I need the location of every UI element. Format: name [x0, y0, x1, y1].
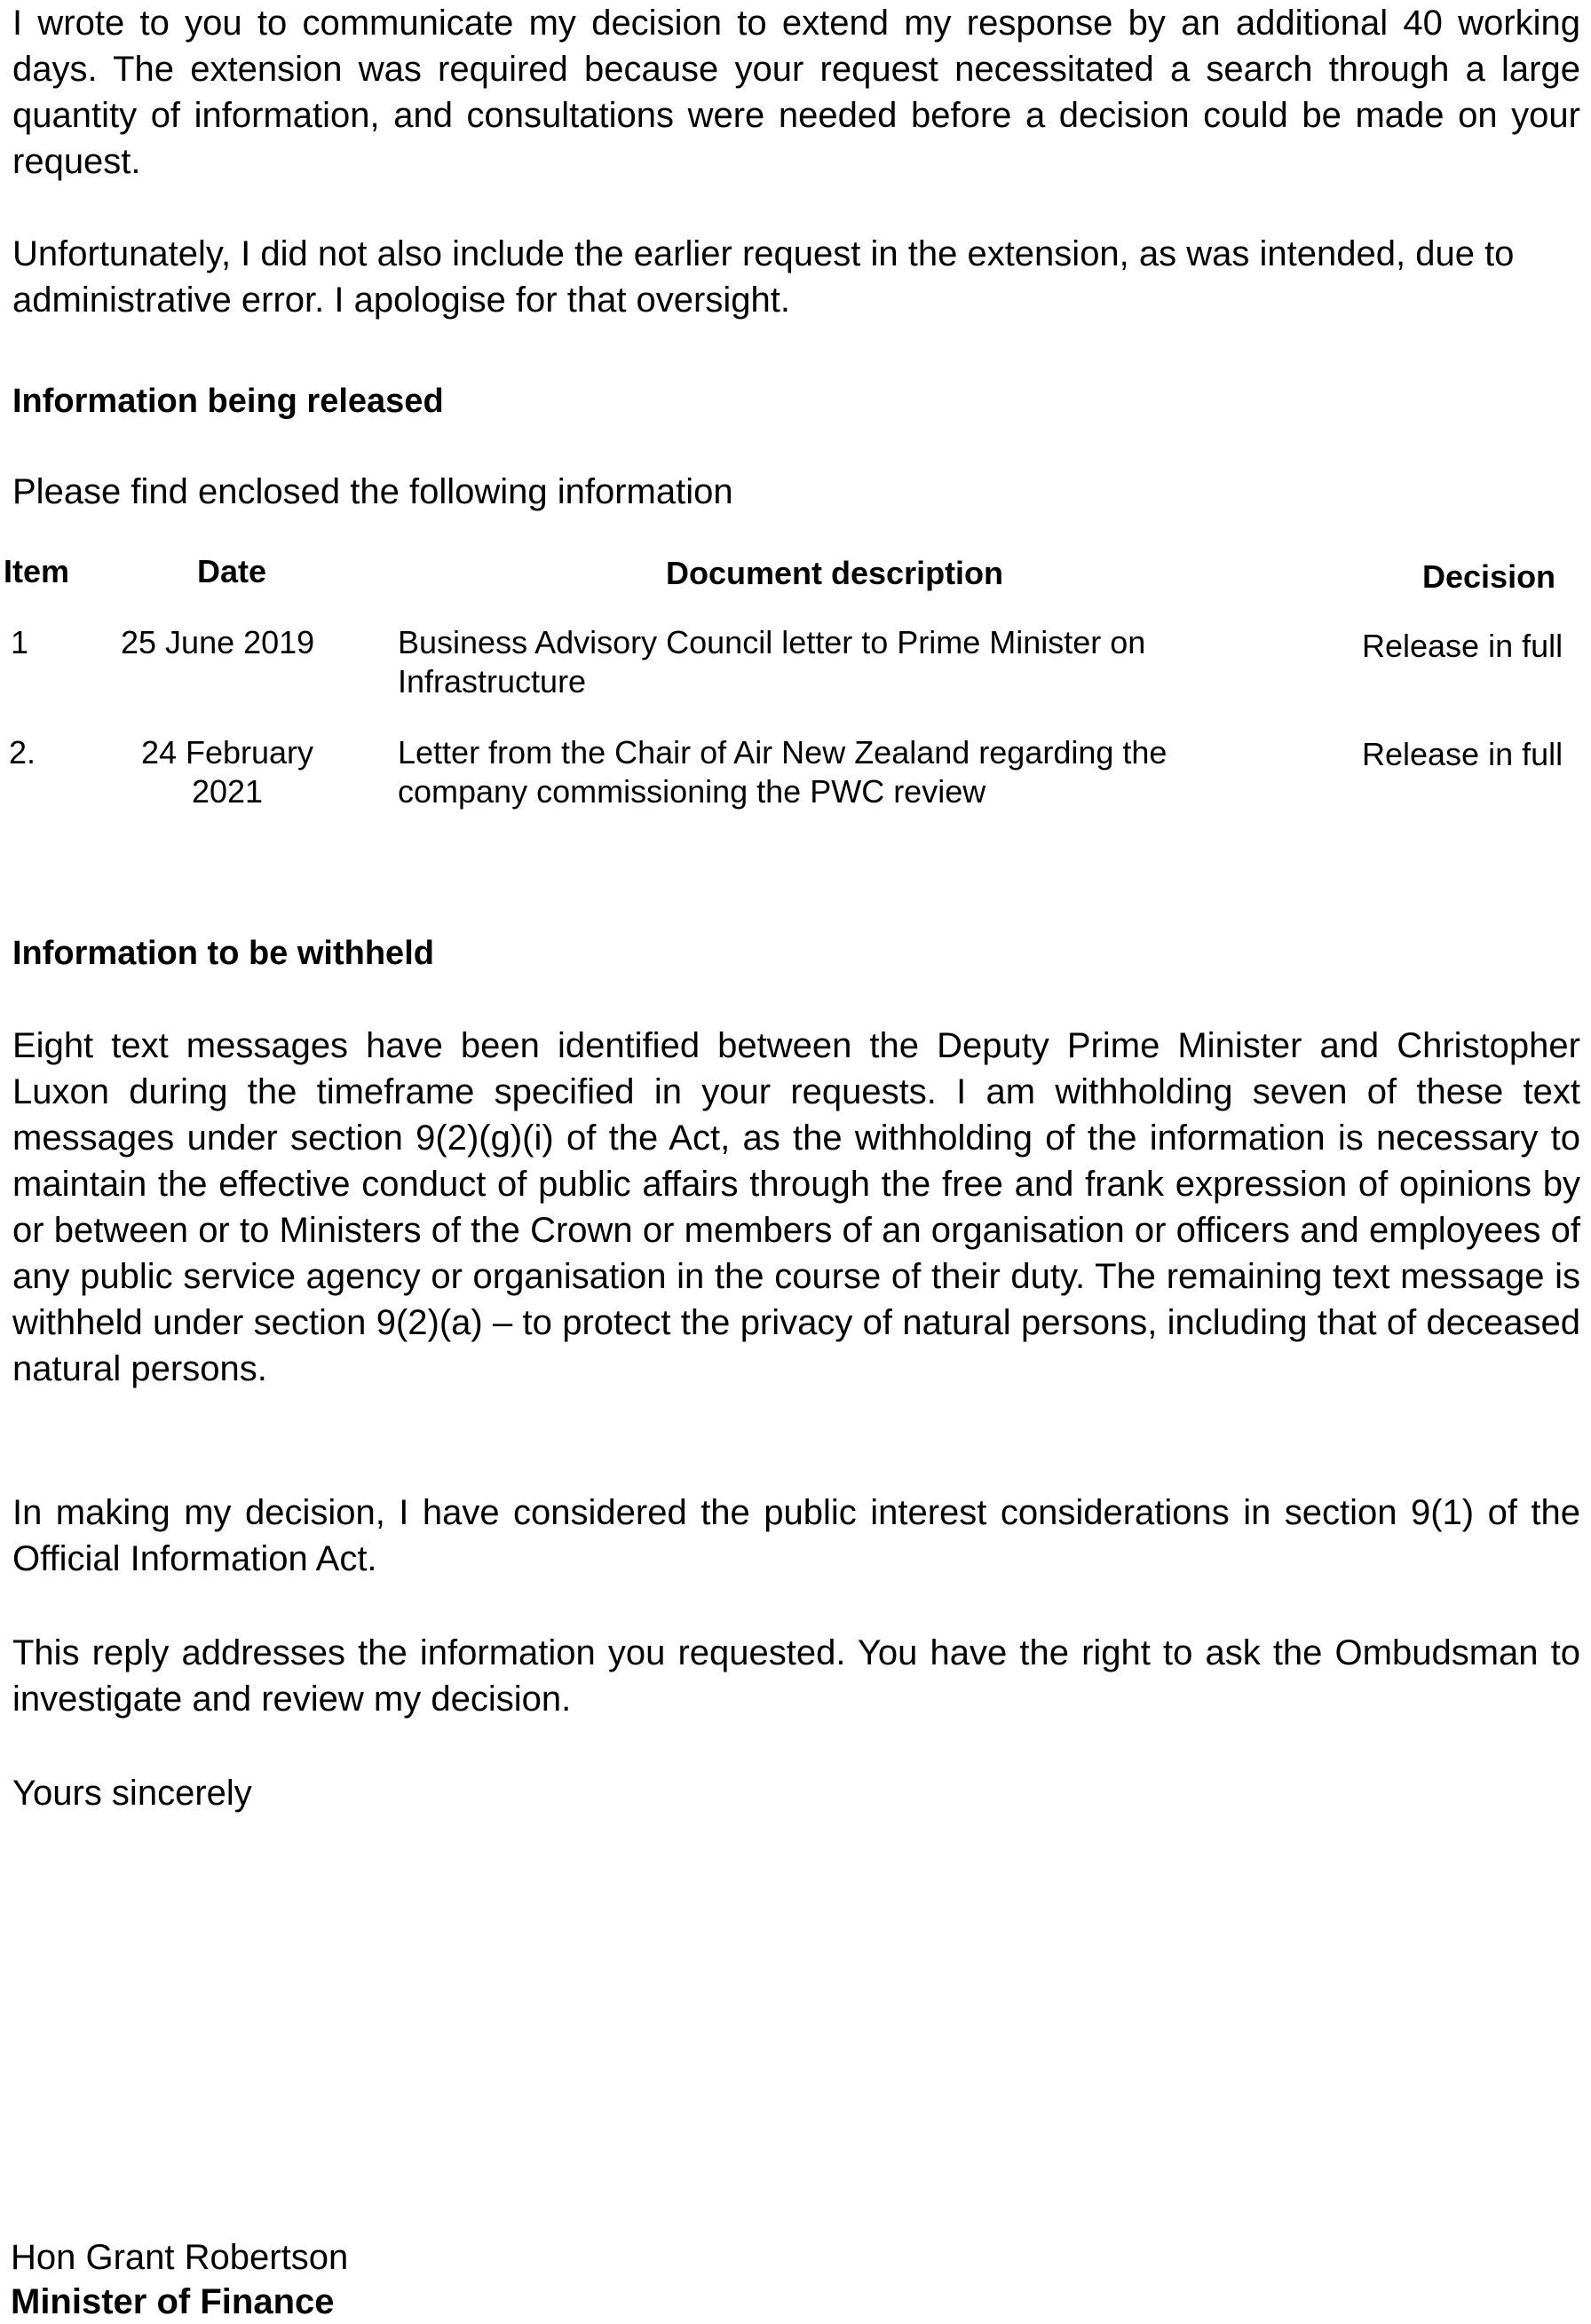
released-intro: Please find enclosed the following information	[12, 472, 733, 511]
public-interest-paragraph: In making my decision, I have considered the public interest considerations in section 9(1) of the Official Information Act.	[12, 1493, 1580, 1578]
ombudsman-paragraph: This reply addresses the information you requested. You have the right to ask the Ombudsman to investigate and review my decision.	[12, 1633, 1580, 1719]
table-header-decision: Decision	[1422, 558, 1556, 595]
withheld-paragraph: Eight text messages have been identified between the Deputy Prime Minister and Christopher Luxon during the timeframe specified in your requests. I am withholding seven of these text messages under section 9(2)(g)(i) of the Act, as the withholding of the information is necessary to maintain the effective conduct of public affairs through the free and frank expression of opinions by or between or to Ministers of the Crown or members of an organisation or officers and employees of any public service agency or organisation in the course of their duty. The remaining text message is withheld under section 9(2)(a) – to protect the privacy of natural persons, including that of deceased natural persons.	[12, 1026, 1580, 1388]
row-decision: Release in full	[1362, 736, 1563, 772]
row-description: Business Advisory Council letter to Prime Minister on Infrastructure	[398, 624, 1146, 700]
released-heading: Information being released	[12, 383, 444, 420]
administrative-error-paragraph: Unfortunately, I did not also include the earlier request in the extension, as was intended, due to administrative error. I apologise for that oversight.	[12, 234, 1515, 320]
row-description: Letter from the Chair of Air New Zealand regarding the company commissioning the PWC review	[398, 734, 1168, 810]
signatory-title: Minister of Finance	[11, 2282, 335, 2321]
withheld-heading: Information to be withheld	[12, 935, 434, 972]
row-date: 24 February 2021	[140, 734, 314, 810]
table-header-date: Date	[197, 553, 267, 589]
signatory-name: Hon Grant Robertson	[11, 2238, 349, 2277]
table-header-item: Item	[4, 553, 70, 589]
extension-paragraph: I wrote to you to communicate my decision to extend my response by an additional 40 working days. The extension was required because your request necessitated a search through a large quantity of information, and consultations were needed before a decision could be made on your request.	[12, 4, 1580, 181]
row-date: 25 June 2019	[121, 624, 315, 660]
table-header-description: Document description	[666, 555, 1004, 591]
closing-salutation: Yours sincerely	[12, 1774, 252, 1813]
row-item-number: 2.	[9, 734, 36, 771]
row-item-number: 1	[11, 624, 29, 660]
row-decision: Release in full	[1362, 628, 1563, 664]
